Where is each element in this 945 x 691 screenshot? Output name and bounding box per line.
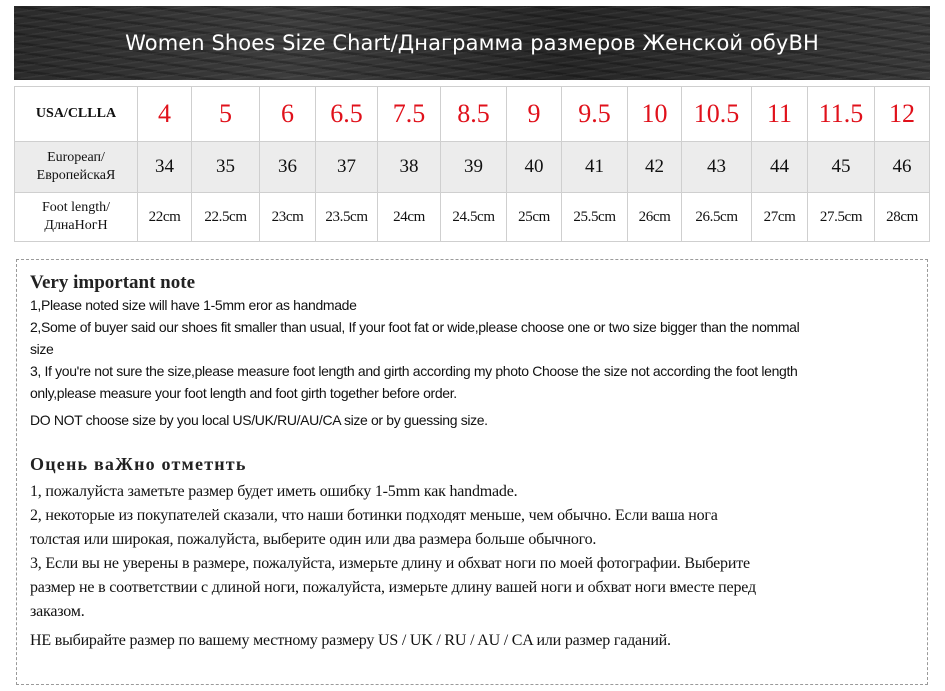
row-label-us: USA/CLLLA (15, 87, 138, 142)
foot-length-cell: 22.5cm (192, 193, 260, 242)
note-english-line: 2,Some of buyer said our shoes fit smaller than usual, If your foot fat or wide,please choose one or two size bigger than the nommal (30, 319, 800, 335)
foot-length-cell: 28cm (875, 193, 930, 242)
foot-length-cell: 24.5cm (441, 193, 507, 242)
us-size-cell: 10.5 (682, 87, 752, 142)
note-english-heading: Very important note (30, 272, 195, 293)
row-label-eu-line1: Europeап/ (47, 150, 105, 165)
us-size-cell: 6.5 (316, 87, 378, 142)
us-size-cell: 7.5 (378, 87, 441, 142)
foot-length-cell: 27cm (752, 193, 808, 242)
note-english-line: DO NOT choose size by you local US/UK/RU/AU/CA size or by guessing size. (30, 412, 488, 428)
page-title: Women Shoes Size Chart/Днаграмма размеров Женской обуВН (125, 31, 819, 55)
eu-size-cell: 38 (378, 142, 441, 193)
table-row-us-size (15, 87, 930, 142)
table-row-foot-length (15, 193, 930, 242)
foot-length-cell: 24cm (378, 193, 441, 242)
row-label-foot-line1: Foot length/ (41, 200, 111, 215)
eu-size-cell: 46 (875, 142, 930, 193)
note-russian-line: 1, пожалуйста заметьте размер будет иметь ошибку 1-5mm как handmade. (30, 483, 518, 500)
eu-size-cell: 42 (628, 142, 682, 193)
us-size-cell: 12 (875, 87, 930, 142)
note-english-line: size (30, 341, 54, 357)
row-label-eu-line2: ЕвропейскаЯ (36, 168, 116, 183)
us-size-cell: 9.5 (562, 87, 628, 142)
note-russian-line: НЕ выбирайте размер по вашему местному размеру US / UK / RU / AU / CA или размер гаданий. (30, 632, 671, 649)
title-banner (14, 6, 930, 80)
foot-length-cell: 26cm (628, 193, 682, 242)
note-english (30, 272, 923, 431)
eu-size-cell: 40 (507, 142, 562, 193)
foot-length-cell: 25cm (507, 193, 562, 242)
foot-length-cell: 26.5cm (682, 193, 752, 242)
note-russian-line: толстая или широкая, пожалуйста, выберите один или два размера больше обычного. (30, 531, 597, 548)
eu-size-cell: 35 (192, 142, 260, 193)
eu-size-cell: 45 (808, 142, 875, 193)
foot-length-cell: 22cm (138, 193, 192, 242)
us-size-cell: 11 (752, 87, 808, 142)
us-size-cell: 8.5 (441, 87, 507, 142)
note-russian-heading: Оцень ваЖно отметнть (30, 454, 247, 474)
eu-size-cell: 36 (260, 142, 316, 193)
table-row-eu-size (15, 142, 930, 193)
note-russian (30, 452, 923, 653)
foot-length-cell: 23.5cm (316, 193, 378, 242)
note-english-line: only,please measure your foot length and foot girth together before order. (30, 385, 457, 401)
us-size-cell: 10 (628, 87, 682, 142)
note-russian-line: размер не в соответствии с длиной ноги, пожалуйста, измерьте длину вашей ноги и обхват ноги вместе перед (30, 579, 756, 596)
eu-size-cell: 39 (441, 142, 507, 193)
size-chart-table (14, 86, 930, 242)
note-russian-line: заказом. (30, 603, 85, 620)
eu-size-cell: 34 (138, 142, 192, 193)
note-english-line: 3, If you're not sure the size,please measure foot length and girth according my photo Choose the size not according the foot length (30, 363, 798, 379)
us-size-cell: 5 (192, 87, 260, 142)
row-label-eu (15, 142, 138, 193)
row-label-foot-length (15, 193, 138, 242)
us-size-cell: 11.5 (808, 87, 875, 142)
important-note-box (16, 259, 928, 685)
eu-size-cell: 43 (682, 142, 752, 193)
note-english-line: 1,Please noted size will have 1-5mm eror as handmade (30, 297, 357, 313)
us-size-cell: 4 (138, 87, 192, 142)
eu-size-cell: 37 (316, 142, 378, 193)
row-label-foot-line2: ДлнаНогН (44, 218, 108, 233)
foot-length-cell: 27.5cm (808, 193, 875, 242)
note-russian-line: 2, некоторые из покупателей сказали, что наши ботинки подходят меньше, чем обычно. Если ваша нога (30, 507, 718, 524)
us-size-cell: 6 (260, 87, 316, 142)
us-size-cell: 9 (507, 87, 562, 142)
eu-size-cell: 44 (752, 142, 808, 193)
foot-length-cell: 25.5cm (562, 193, 628, 242)
eu-size-cell: 41 (562, 142, 628, 193)
foot-length-cell: 23cm (260, 193, 316, 242)
note-russian-line: 3, Если вы не уверены в размере, пожалуйста, измерьте длину и обхват ноги по моей фотографии. Выберите (30, 555, 750, 572)
